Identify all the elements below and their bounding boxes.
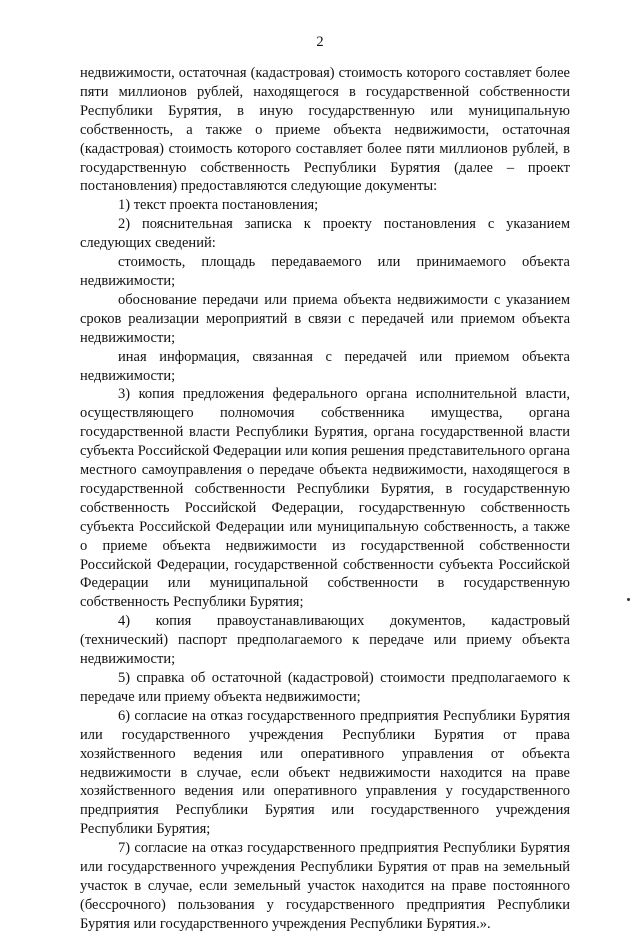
scan-dot-mark bbox=[627, 598, 630, 601]
sub-item-justification: обоснование передачи или приема объекта недвижимости с указанием сроков реализации мероприятий в связи с передачей или приемом объекта недвижимости; bbox=[80, 291, 570, 346]
sub-item-cost-area: стоимость, площадь передаваемого или принимаемого объекта недвижимости; bbox=[80, 254, 570, 289]
list-item-4: 4) копия правоустанавливающих документов, кадастровый (технический) паспорт предполагаемого к передаче или приему объекта недвижимости; bbox=[80, 613, 570, 668]
list-item-5: 5) справка об остаточной (кадастровой) стоимости предполагаемого к передаче или приему объекта недвижимости; bbox=[80, 670, 570, 705]
document-body bbox=[80, 64, 570, 934]
paragraph-intro: недвижимости, остаточная (кадастровая) стоимость которого составляет более пяти миллионов рублей, находящегося в государственной собственности Республики Бурятия, в иную государственную или муниципальную собственность, а также о приеме объекта недвижимости, остаточная (кадастровая) стоимость которого составляет более пяти миллионов рублей, в государственную собственность Республики Бурятия (далее – проект постановления) предоставляются следующие документы: bbox=[80, 65, 570, 195]
list-item-6: 6) согласие на отказ государственного предприятия Республики Бурятия или государственного учреждения Республики Бурятия от права хозяйственного ведения или оперативного управления от объекта недвижимости в случае, если объект недвижимости находится на праве хозяйственного ведения или оперативного управления у государственного предприятия Республики Бурятия или государственного учреждения Республики Бурятия; bbox=[80, 707, 570, 838]
page-number: 2 bbox=[316, 34, 324, 50]
list-item-7: 7) согласие на отказ государственного предприятия Республики Бурятия или государственного учреждения Республики Бурятия от прав на земельный участок в случае, если земельный участок находится на праве постоянного (бессрочного) пользования у государственного предприятия Республики Бурятия или государственного учреждения Республики Бурятия.». bbox=[80, 840, 570, 932]
list-item-3: 3) копия предложения федерального органа исполнительной власти, осуществляющего полномочия собственника имущества, органа государственной власти Республики Бурятия, органа государственной власти субъекта Российской Федерации или копия решения представительного органа местного самоуправления о передаче объекта недвижимости, находящегося в государственной собственности Республики Бурятия, в государственную собственность Российской Федерации, государственную собственность субъекта Российской Федерации или муниципальную собственность, а также о приеме объекта недвижимости из государственной собственности Российской Федерации, государственной собственности субъекта Российской Федерации или муниципальной собственности в государственную собственность Республики Бурятия; bbox=[80, 386, 570, 611]
list-item-1: 1) текст проекта постановления; bbox=[118, 197, 319, 214]
list-item-2: 2) пояснительная записка к проекту постановления с указанием следующих сведений: bbox=[80, 216, 570, 252]
sub-item-other-info: иная информация, связанная с передачей или приемом объекта недвижимости; bbox=[80, 348, 570, 384]
